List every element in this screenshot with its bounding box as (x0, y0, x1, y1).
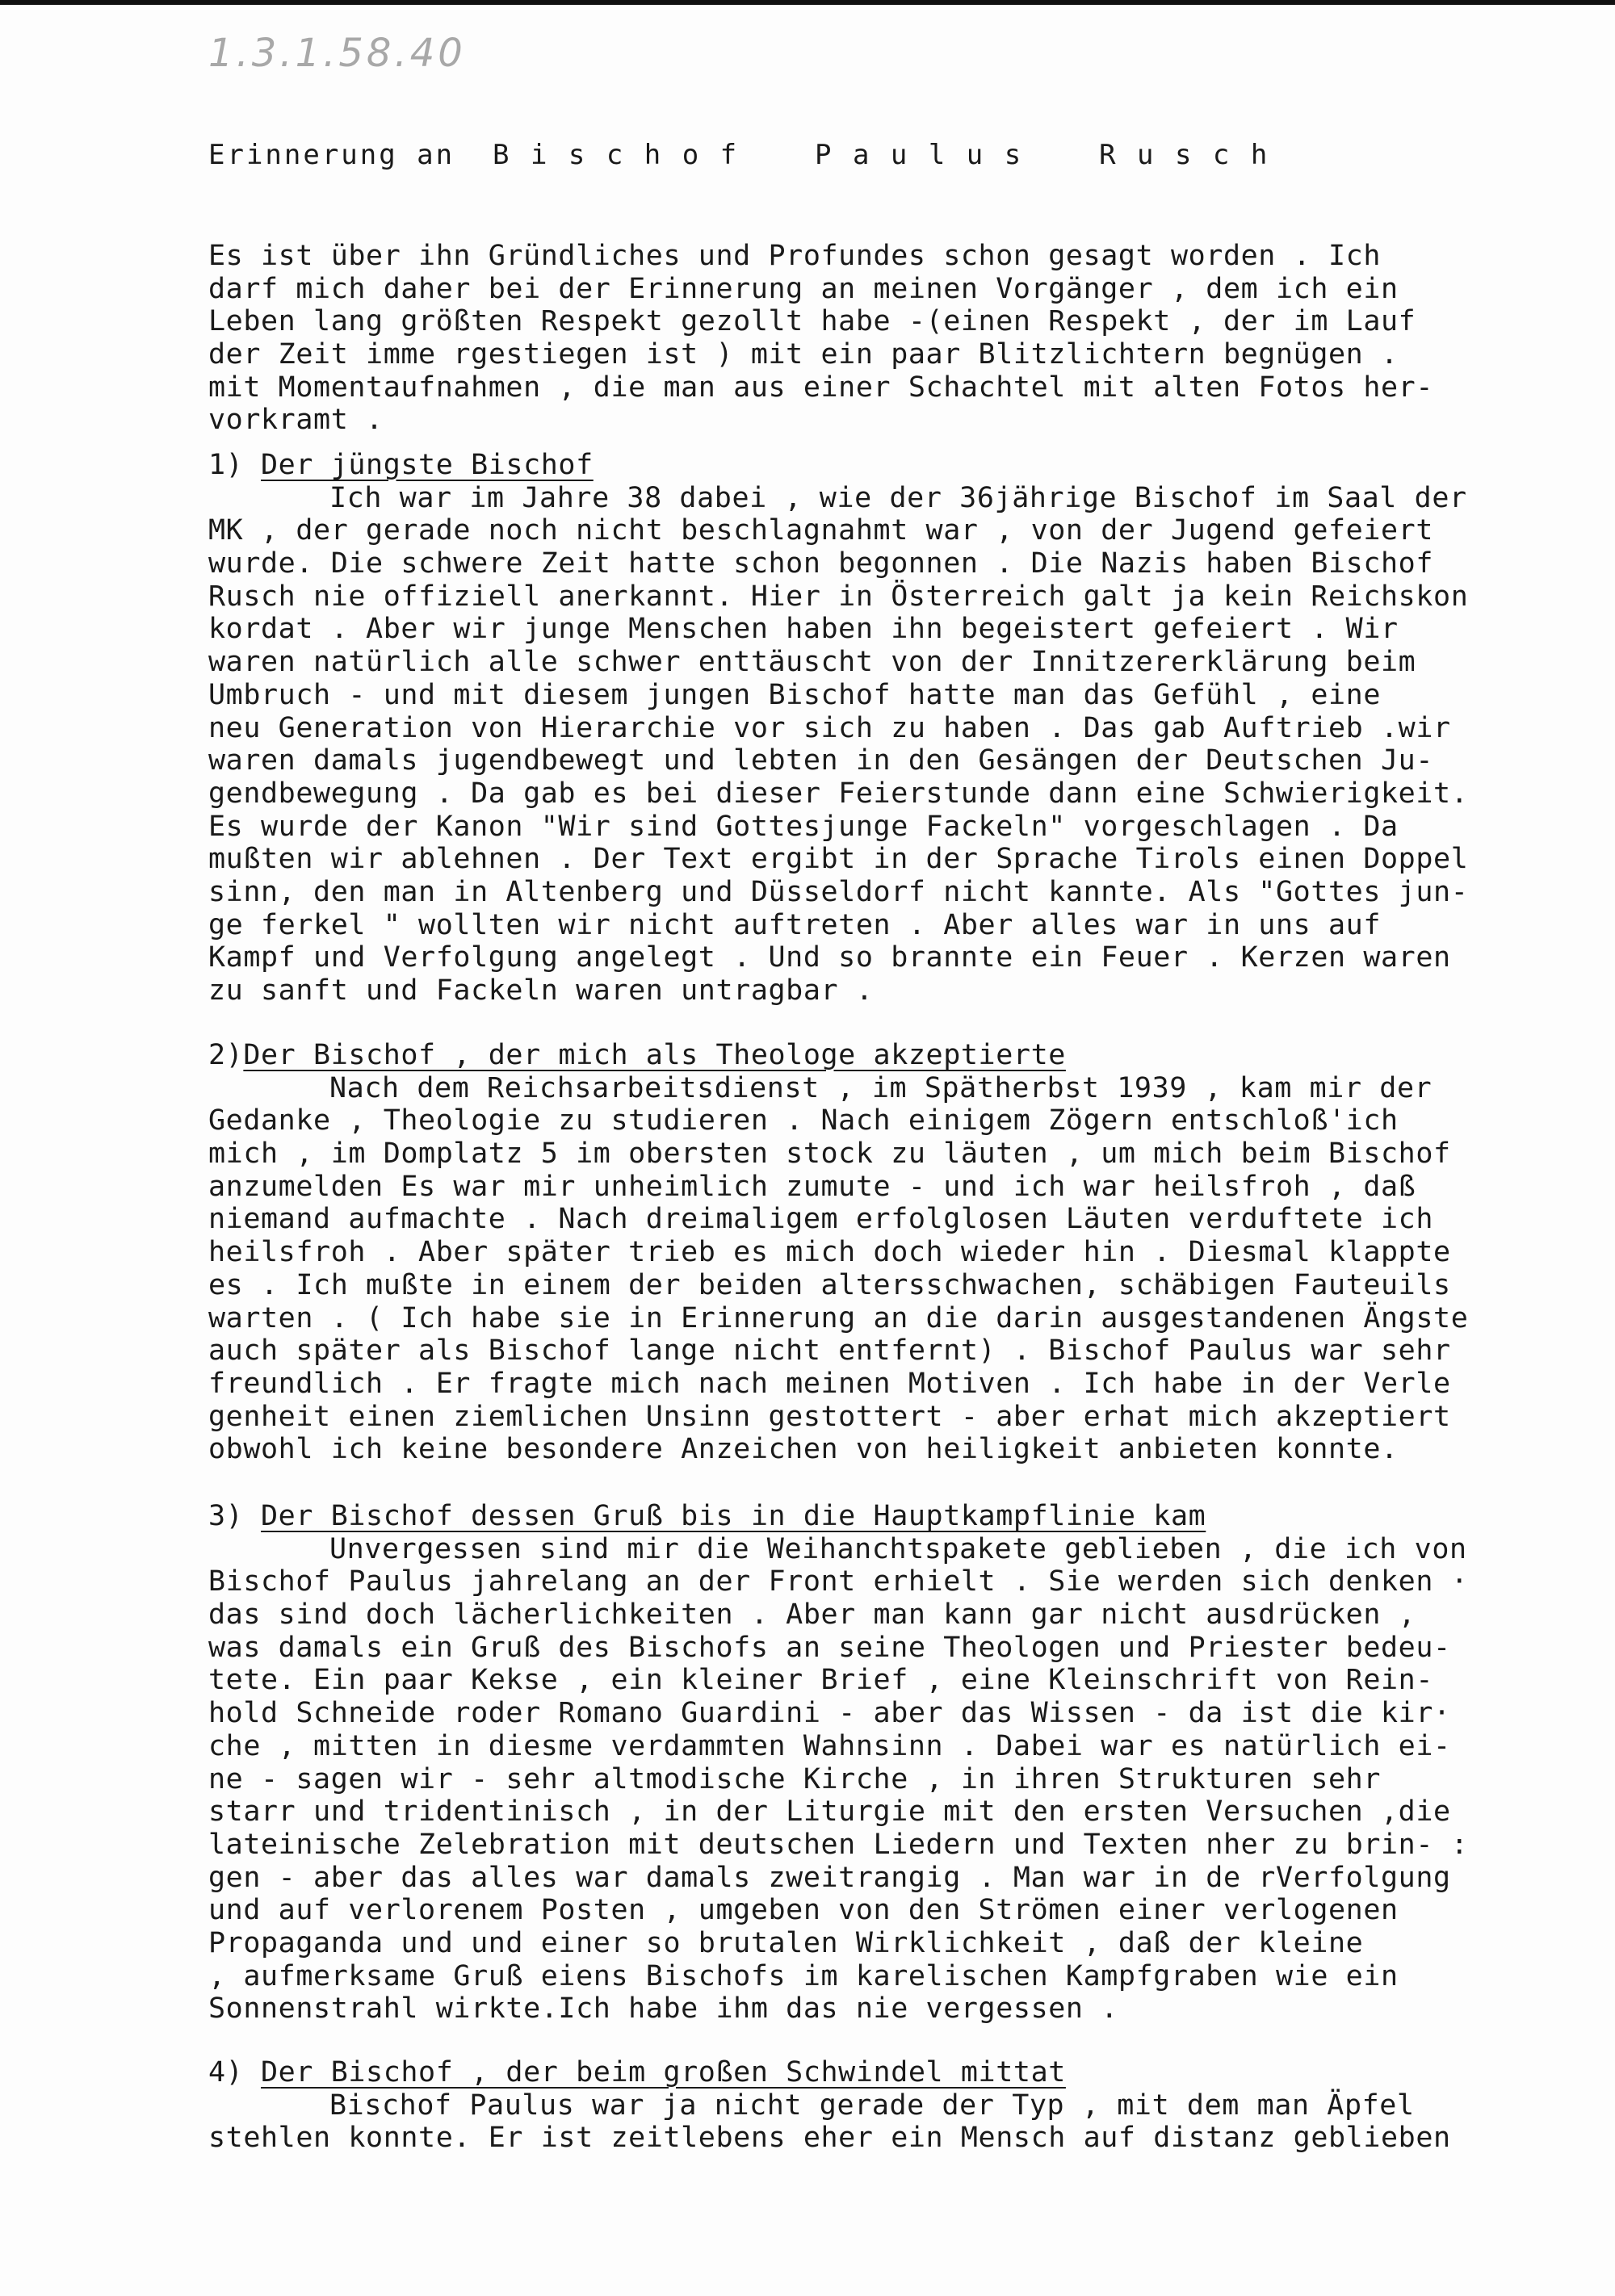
text-line: freundlich . Er fragte mich nach meinen Motiven . Ich habe in der Verle (208, 1367, 1451, 1400)
text-line: Umbruch - und mit diesem jungen Bischof hatte man das Gefühl , eine (208, 678, 1382, 711)
section-heading (208, 449, 1605, 482)
text-line: mit Momentaufnahmen , die man aus einer Schachtel mit alten Fotos her- (208, 371, 1434, 404)
text-line: vorkramt . (208, 404, 384, 437)
section-heading (208, 2056, 1605, 2089)
archive-annotation: 1.3.1.58.40 (208, 31, 466, 76)
section-title: Der Bischof , der mich als Theologe akzeptierte (243, 1039, 1066, 1071)
text-line: Ich war im Jahre 38 dabei , wie der 36jährige Bischof im Saal der (329, 481, 1467, 514)
text-line: Kampf und Verfolgung angelegt . Und so brannte ein Feuer . Kerzen waren (208, 941, 1451, 974)
text-line: Rusch nie offiziell anerkannt. Hier in Österreich galt ja kein Reichskon (208, 580, 1469, 613)
scan-edge (0, 0, 1615, 5)
text-line: Sonnenstrahl wirkte.Ich habe ihm das nie vergessen . (208, 1992, 1118, 2026)
text-line: Propaganda und und einer so brutalen Wirklichkeit , daß der kleine (208, 1926, 1364, 1959)
text-line: auch später als Bischof lange nicht entfernt) . Bischof Paulus war sehr (208, 1334, 1451, 1368)
text-line: ge ferkel " wollten wir nicht auftreten . Aber alles war in uns auf (208, 908, 1382, 941)
text-line: der Zeit imme rgestiegen ist ) mit ein paar Blitzlichtern begnügen . (208, 338, 1399, 371)
text-line: Es wurde der Kanon "Wir sind Gottesjunge Fackeln" vorgeschlagen . Da (208, 810, 1399, 843)
text-line: das sind doch lächerlichkeiten . Aber man kann gar nicht ausdrücken , (208, 1598, 1416, 1632)
text-line: tete. Ein paar Kekse , ein kleiner Brief , eine Kleinschrift von Rein- (208, 1664, 1434, 1697)
text-line: obwohl ich keine besondere Anzeichen von heiligkeit anbieten konnte. (208, 1433, 1399, 1466)
text-line: Nach dem Reichsarbeitsdienst , im Spätherbst 1939 , kam mir der (329, 1071, 1433, 1104)
text-line: starr und tridentinisch , in der Liturgie mit den ersten Versuchen ,die (208, 1795, 1451, 1829)
text-line: Bischof Paulus war ja nicht gerade der Typ , mit dem man Äpfel (329, 2089, 1415, 2122)
section-title: Der Bischof , der beim großen Schwindel mittat (261, 2056, 1066, 2089)
section-4 (208, 2056, 1605, 2155)
text-line: MK , der gerade noch nicht beschlagnahmt war , von der Jugend gefeiert (208, 514, 1434, 547)
text-line: waren damals jugendbewegt und lebten in den Gesängen der Deutschen Ju- (208, 744, 1434, 777)
text-line: es . Ich mußte in einem der beiden altersschwachen, schäbigen Fauteuils (208, 1268, 1451, 1301)
text-line: mußten wir ablehnen . Der Text ergibt in der Sprache Tirols einen Doppel (208, 843, 1469, 876)
text-line: Gedanke , Theologie zu studieren . Nach einigem Zögern entschloß'ich (208, 1104, 1399, 1138)
section-3 (208, 1500, 1605, 2026)
text-line: kordat . Aber wir junge Menschen haben ihn begeistert gefeiert . Wir (208, 613, 1399, 646)
text-line: warten . ( Ich habe sie in Erinnerung an die darin ausgestandenen Ängste (208, 1301, 1469, 1334)
text-line: heilsfroh . Aber später trieb es mich doch wieder hin . Diesmal klappte (208, 1236, 1451, 1269)
text-line: genheit einen ziemlichen Unsinn gestottert - aber erhat mich akzeptiert (208, 1400, 1451, 1433)
text-line: lateinische Zelebration mit deutschen Liedern und Texten nher zu brin- : (208, 1828, 1469, 1861)
section-heading (208, 1039, 1605, 1072)
section-1 (208, 449, 1605, 1008)
text-line: sinn, den man in Altenberg und Düsseldorf nicht kannte. Als "Gottes jun- (208, 875, 1469, 908)
section-number: 4) (208, 2056, 262, 2089)
text-line: stehlen konnte. Er ist zeitlebens eher ein Mensch auf distanz geblieben (208, 2122, 1451, 2155)
text-line: waren natürlich alle schwer enttäuscht von der Innitzererklärung beim (208, 646, 1416, 679)
section-number: 3) (208, 1500, 262, 1532)
text-line: niemand aufmachte . Nach dreimaligem erfolglosen Läuten verduftete ich (208, 1203, 1434, 1236)
text-line: Unvergessen sind mir die Weihanchtspakete geblieben , die ich von (329, 1532, 1467, 1565)
section-number: 2) (208, 1039, 244, 1071)
text-line: was damals ein Gruß des Bischofs an seine Theologen und Priester bedeu- (208, 1631, 1451, 1664)
text-line: Es ist über ihn Gründliches und Profundes schon gesagt worden . Ich (208, 240, 1382, 272)
section-title: Der Bischof dessen Gruß bis in die Hauptkampflinie kam (261, 1500, 1206, 1532)
text-line: zu sanft und Fackeln waren untragbar . (208, 974, 874, 1007)
text-line: mich , im Domplatz 5 im obersten stock zu läuten , um mich beim Bischof (208, 1138, 1451, 1171)
section-number: 1) (208, 449, 262, 481)
text-line: hold Schneide roder Romano Guardini - aber das Wissen - da ist die kir· (208, 1697, 1451, 1730)
intro-paragraph (208, 240, 1605, 437)
section-heading (208, 1500, 1605, 1533)
text-line: neu Generation von Hierarchie vor sich zu haben . Das gab Auftrieb .wir (208, 711, 1451, 744)
document-title: Erinnerung an B i s c h o f P a u l u s R u s c h (208, 139, 1270, 171)
section-title: Der jüngste Bischof (261, 449, 594, 481)
text-line: Leben lang größten Respekt gezollt habe -(einen Respekt , der im Lauf (208, 305, 1416, 338)
text-line: ne - sagen wir - sehr altmodische Kirche , in ihren Strukturen sehr (208, 1762, 1382, 1795)
text-line: Bischof Paulus jahrelang an der Front erhielt . Sie werden sich denken · (208, 1565, 1469, 1598)
text-line: darf mich daher bei der Erinnerung an meinen Vorgänger , dem ich ein (208, 272, 1399, 305)
text-line: gen - aber das alles war damals zweitrangig . Man war in de rVerfolgung (208, 1861, 1451, 1894)
text-line: gendbewegung . Da gab es bei dieser Feierstunde dann eine Schwierigkeit. (208, 777, 1469, 810)
text-line: anzumelden Es war mir unheimlich zumute - und ich war heilsfroh , daß (208, 1170, 1416, 1203)
section-2 (208, 1039, 1605, 1466)
text-line: wurde. Die schwere Zeit hatte schon begonnen . Die Nazis haben Bischof (208, 547, 1434, 580)
text-line: che , mitten in diesme verdammten Wahnsinn . Dabei war es natürlich ei- (208, 1729, 1451, 1762)
text-line: und auf verlorenem Posten , umgeben von den Strömen einer verlogenen (208, 1894, 1399, 1927)
text-line: , aufmerksame Gruß eiens Bischofs im karelischen Kampfgraben wie ein (208, 1959, 1399, 1992)
